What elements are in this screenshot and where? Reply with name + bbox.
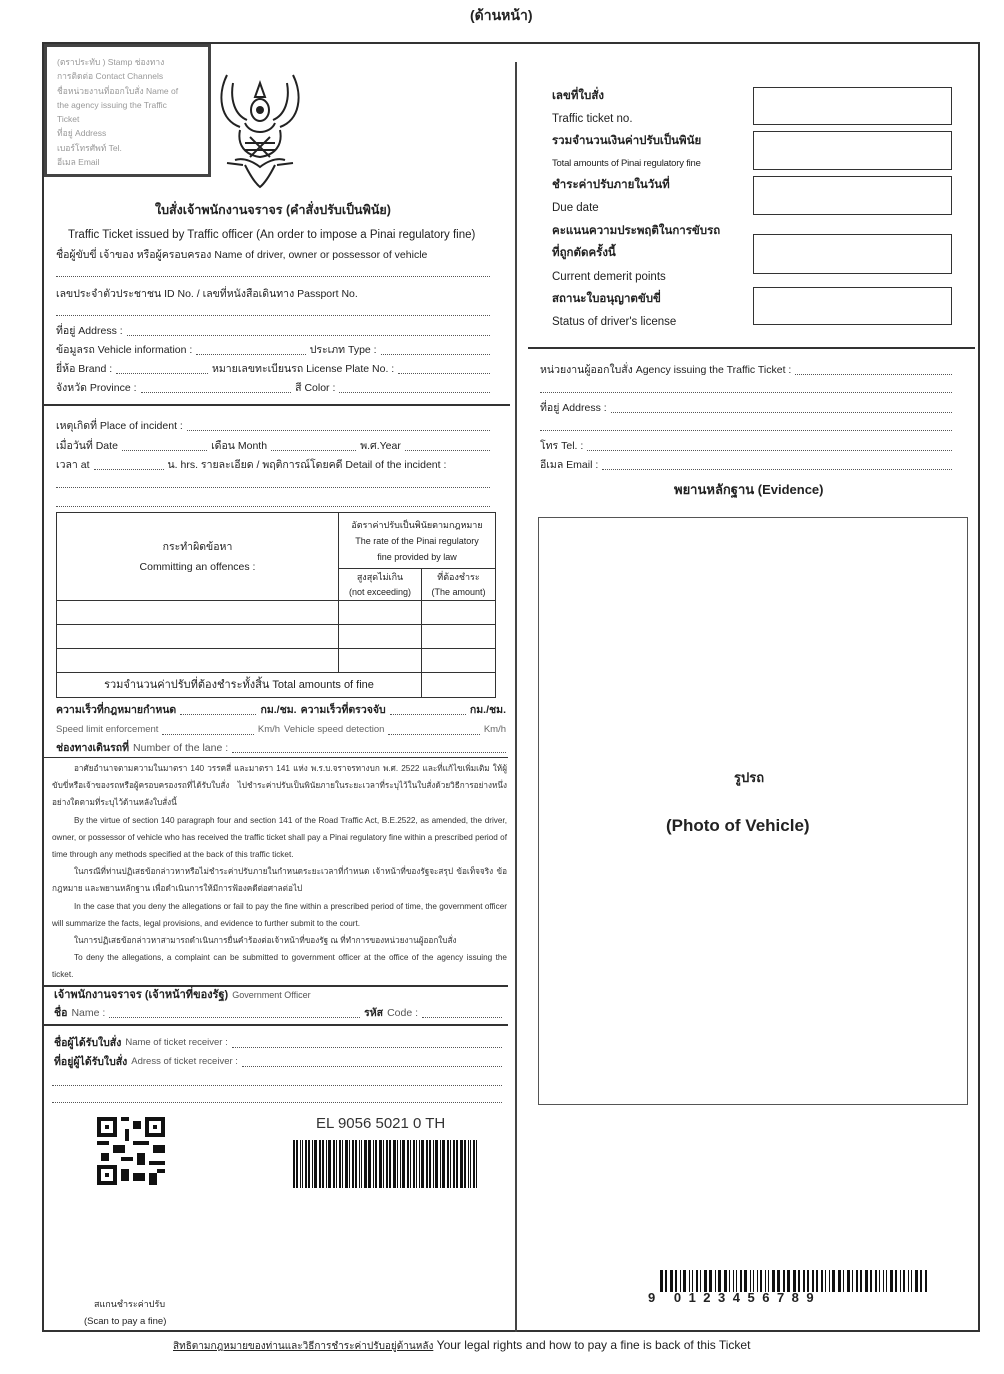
barcode-bar [870, 1270, 872, 1292]
barcode-bar [308, 1140, 310, 1188]
plate-label: หมายเลขทะเบียนรถ License Plate No. : [211, 363, 395, 375]
amount-header [422, 569, 496, 601]
place-row [56, 419, 490, 433]
officer-title-th: เจ้าพนักงานจราจร (เจ้าหน้าที่ของรัฐ) [54, 989, 229, 1001]
type-field[interactable] [381, 345, 490, 355]
due-date-field[interactable] [753, 176, 952, 215]
lane-label-en: Number of the lane : [133, 742, 229, 754]
due-date-label-th: ชำระค่าปรับภายในวันที่ [552, 179, 670, 191]
barcode-bar [895, 1270, 897, 1292]
agency-row [540, 363, 952, 377]
section-rule [528, 347, 975, 349]
legal-paragraph: อาศัยอำนาจตามความในมาตรา 140 วรรคสี่ และมาตรา 141 แห่ง พ.ร.บ.จราจรทางบก พ.ศ. 2522 และที่แก้ไขเพิ่มเติม ให้ผู้ขับขี่หรือเจ้าของรถหรือผู้ครอบครองรถที่ได้รับใบสั่ง ไปชำระค่าปรับเป็นพินัยภายในระยะเวลาที่ระบุไว้ในใบสั่งด้วยวิธีการอย่างหนึ่งอย่างใดตามที่ระบุไว้ด้านหลังใบสั่งนี้ [52, 764, 507, 808]
officer-name-field[interactable] [109, 1008, 360, 1018]
barcode-bar [364, 1140, 367, 1188]
time-row [56, 458, 496, 472]
agency-field[interactable] [795, 365, 952, 375]
barcode-bar [296, 1140, 298, 1188]
stamp-line: ที่อยู่ Address [57, 128, 107, 139]
barcode-bar [925, 1270, 927, 1292]
barcode-bar [397, 1140, 398, 1188]
barcode-bar [375, 1140, 377, 1188]
barcode-bar [322, 1140, 324, 1188]
total-fine-label: รวมจำนวนค่าปรับที่ต้องชำระทั้งสิ้น Total amounts of fine [57, 673, 422, 698]
stamp-line: ชื่อหน่วยงานที่ออกใบสั่ง Name of [57, 85, 179, 96]
barcode-bar [920, 1270, 922, 1292]
barcode-bar [908, 1270, 909, 1292]
barcode-bar [400, 1140, 401, 1188]
barcode-bar [426, 1140, 428, 1188]
scan-label-en: (Scan to pay a fine) [84, 1316, 167, 1327]
receiver-address-field[interactable] [242, 1057, 502, 1067]
email-row [540, 458, 952, 472]
barcode-bar [476, 1140, 477, 1188]
receiver-address-en: Adress of ticket receiver : [131, 1056, 238, 1067]
barcode-bar [787, 1270, 790, 1292]
section-rule [44, 985, 508, 987]
garuda-emblem-icon [215, 65, 305, 190]
address-label: ที่อยู่ Address : [56, 325, 123, 337]
speed-unit-en: Km/h [257, 724, 281, 735]
barcode-bar [293, 1140, 295, 1188]
officer-code-en: Code : [387, 1007, 418, 1019]
barcode-bar [665, 1270, 667, 1292]
officer-title-row [54, 988, 504, 1002]
barcode-bar [383, 1140, 384, 1188]
type-label: ประเภท Type : [309, 344, 377, 356]
rate-header [339, 513, 496, 569]
legal-notice [52, 760, 507, 984]
color-field[interactable] [339, 383, 490, 393]
barcode-number: 9 0123456789 [648, 1290, 822, 1305]
rate-header-en-2: fine provided by law [377, 551, 457, 562]
time-label: เวลา at [56, 459, 90, 471]
barcode-bar [450, 1140, 451, 1188]
agency-field-2[interactable] [540, 392, 952, 393]
province-field[interactable] [141, 383, 292, 393]
barcode-bar [410, 1140, 411, 1188]
month-label: เดือน Month [211, 440, 268, 452]
section-rule [44, 757, 508, 758]
barcode-bar [336, 1140, 337, 1188]
barcode-bar [750, 1270, 751, 1292]
agency-address-field-2[interactable] [540, 430, 952, 431]
total-fine-label-en: Total amounts of Pinai regulatory fine [552, 158, 701, 169]
barcode-bar [911, 1270, 912, 1292]
barcode-bar [468, 1140, 469, 1188]
table-row[interactable] [57, 625, 496, 649]
agency-address-label: ที่อยู่ Address : [540, 402, 607, 414]
barcode-bar [886, 1270, 887, 1292]
barcode-bar [847, 1270, 850, 1292]
barcode-bar [389, 1140, 391, 1188]
barcode-bar [783, 1270, 785, 1292]
detail-field-1[interactable] [56, 487, 490, 488]
barcode-bar [442, 1140, 445, 1188]
rate-header-th: อัตราค่าปรับเป็นพินัยตามกฎหมาย [351, 519, 483, 530]
speed-detect-label-en: Vehicle speed detection [284, 724, 385, 735]
barcode-bar [435, 1140, 438, 1188]
page-side-label: (ด้านหน้า) [470, 7, 533, 23]
barcode-bar [402, 1140, 405, 1188]
barcode-bar [772, 1270, 775, 1292]
agency-address-row [540, 401, 952, 415]
barcode-bar [718, 1270, 721, 1292]
barcode-bar [407, 1140, 409, 1188]
date-label: เมื่อวันที่ Date [56, 440, 118, 452]
vehicle-field[interactable] [196, 345, 305, 355]
barcode-bar [361, 1140, 362, 1188]
barcode-bar [670, 1270, 673, 1292]
barcode-bar [416, 1140, 417, 1188]
barcode-bar [675, 1270, 677, 1292]
barcode-bar [803, 1270, 805, 1292]
speed-limit-field-en[interactable] [162, 725, 253, 735]
due-date-label-en: Due date [552, 202, 599, 214]
demerit-label-th: คะแนนความประพฤติในการขับรถ [552, 225, 721, 237]
barcode-bar [345, 1140, 348, 1188]
evidence-title: พยานหลักฐาน (Evidence) [674, 482, 824, 497]
barcode-bar [470, 1140, 471, 1188]
barcode-bar [832, 1270, 835, 1292]
barcode-bar [440, 1140, 441, 1188]
barcode-bar [715, 1270, 716, 1292]
date-row [56, 439, 490, 453]
barcode-bar [744, 1270, 747, 1292]
barcode-bar [379, 1140, 382, 1188]
barcode-bar [757, 1270, 758, 1292]
barcode-bar [314, 1140, 317, 1188]
speed-limit-field[interactable] [180, 705, 256, 715]
demerit-label-th-2: ที่ถูกตัดครั้งนี้ [552, 247, 616, 259]
driver-name-label: ชื่อผู้ขับขี่ เจ้าของ หรือผู้ครอบครอง Name of driver, owner or possessor of vehicle [56, 249, 428, 261]
province-label: จังหวัด Province : [56, 382, 137, 394]
date-field[interactable] [122, 441, 207, 451]
officer-name-th: ชื่อ [54, 1007, 68, 1019]
province-row [56, 381, 490, 395]
plate-field[interactable] [398, 364, 490, 374]
detail-field-2[interactable] [56, 506, 490, 507]
barcode-bar [838, 1270, 841, 1292]
agency-address-field[interactable] [611, 403, 952, 413]
lane-row [56, 741, 506, 755]
barcode-bar [456, 1140, 458, 1188]
barcode-bar [821, 1270, 823, 1292]
receiver-address-th: ที่อยู่ผู้ได้รับใบสั่ง [54, 1056, 128, 1068]
barcode-bar [692, 1270, 693, 1292]
demerit-label-en: Current demerit points [552, 271, 666, 283]
barcode-bar [393, 1140, 396, 1188]
barcode-bar [883, 1270, 884, 1292]
barcode-bar [812, 1270, 814, 1292]
speed-detect-label-th: ความเร็วที่ตรวจจับ [300, 704, 386, 716]
ticket-no-label-th: เลขที่ใบสั่ง [552, 90, 604, 102]
address-field[interactable] [127, 326, 490, 336]
receiver-name-field[interactable] [232, 1038, 502, 1048]
barcode-bar [660, 1270, 663, 1292]
vehicle-photo-box[interactable] [538, 517, 968, 1105]
offence-header-th: กระทำผิดข้อหา [162, 540, 233, 553]
tracking-number: EL 9056 5021 0 TH [316, 1115, 446, 1132]
id-field[interactable] [56, 315, 490, 316]
barcode-bar [825, 1270, 826, 1292]
photo-label-th: รูปรถ [734, 770, 765, 785]
barcode-bar [856, 1270, 858, 1292]
speed-unit-th-2: กม./ชม. [469, 704, 506, 716]
officer-title-en: Government Officer [232, 990, 311, 1000]
barcode-bar [433, 1140, 434, 1188]
barcode-bar [696, 1270, 698, 1292]
table-row[interactable] [57, 601, 496, 625]
officer-code-th: รหัส [364, 1007, 384, 1019]
barcode-bar [429, 1140, 431, 1188]
photo-label-en: (Photo of Vehicle) [666, 816, 810, 835]
barcode-bar [777, 1270, 780, 1292]
title-thai: ใบสั่งเจ้าพนักงานจราจร (คำสั่งปรับเป็นพินัย) [155, 203, 391, 217]
barcode-bar [333, 1140, 335, 1188]
vehicle-row [56, 343, 490, 357]
barcode-bar [865, 1270, 868, 1292]
receiver-name-row [54, 1036, 502, 1050]
demerit-field[interactable] [753, 234, 952, 274]
year-field[interactable] [405, 441, 490, 451]
amount-header-en: (The amount) [431, 586, 486, 597]
amount-header-th: ที่ต้องชำระ [437, 571, 480, 582]
legal-paragraph: ในการปฏิเสธข้อกล่าวหาสามารถดำเนินการยื่นคำร้องต่อเจ้าหน้าที่ของรัฐ ณ ที่ทำการของหน่วยงานผู้ออกใบสั่ง [74, 936, 457, 946]
lane-label-th: ช่องทางเดินรถที่ [56, 742, 130, 754]
barcode-bar [736, 1270, 737, 1292]
barcode-bar [768, 1270, 769, 1292]
receiver-address-row [54, 1055, 502, 1069]
title-english: Traffic Ticket issued by Traffic officer (An order to impose a Pinai regulatory fine) [68, 229, 476, 241]
barcode-bar [709, 1270, 712, 1292]
barcode-bar [843, 1270, 844, 1292]
stamp-line: การติดต่อ Contact Channels [57, 71, 164, 82]
barcode-bar [704, 1270, 707, 1292]
time-field[interactable] [94, 460, 164, 470]
max-header-en: (not exceeding) [348, 586, 412, 597]
legal-paragraph: ในกรณีที่ท่านปฏิเสธข้อกล่าวหาหรือไม่ชำระค่าปรับภายในกำหนดระยะเวลาที่กำหนด เจ้าหน้าที่ของรัฐจะสรุป ข้อเท็จจริง ข้อกฎหมาย และพยานหลักฐาน เพื่อดำเนินการให้มีการฟ้องคดีต่อศาลต่อไป [52, 867, 507, 894]
email-field[interactable] [602, 460, 952, 470]
barcode-bar [460, 1140, 463, 1188]
receiver-name-th: ชื่อผู้ได้รับใบสั่ง [54, 1037, 122, 1049]
place-field[interactable] [187, 421, 490, 431]
barcode-bar [807, 1270, 809, 1292]
license-status-label-en: Status of driver's license [552, 316, 677, 328]
barcode-bar [300, 1140, 301, 1188]
legal-paragraph: In the case that you deny the allegations or fail to pay the fine within a prescribed period of time, the government officer will summarize the facts, legal provisions, and evidence to further submit to the court. [52, 901, 507, 928]
agency-label: หน่วยงานผู้ออกใบสั่ง Agency issuing the Traffic Ticket : [540, 364, 792, 376]
stamp-line: อีเมล Email [57, 157, 100, 168]
barcode-bar [740, 1270, 742, 1292]
lane-field[interactable] [232, 743, 506, 753]
place-label: เหตุเกิดที่ Place of incident : [56, 420, 183, 432]
color-label: สี Color : [295, 382, 336, 394]
barcode-bar [373, 1140, 374, 1188]
id-label: เลขประจำตัวประชาชน ID No. / เลขที่หนังสือเดินทาง Passport No. [56, 288, 358, 300]
barcode-bar [302, 1140, 303, 1188]
stamp-box [44, 44, 211, 177]
total-fine-field[interactable] [422, 673, 496, 698]
stamp-line: the agency issuing the Traffic [57, 99, 167, 110]
ticket-no-label-en: Traffic ticket no. [552, 113, 633, 125]
barcode-bar [419, 1140, 420, 1188]
barcode-bar [339, 1140, 341, 1188]
barcode-bar [312, 1140, 313, 1188]
total-fine-right-field[interactable] [753, 131, 952, 170]
barcode-bar [700, 1270, 701, 1292]
barcode-bar [689, 1270, 690, 1292]
barcode-bar [473, 1140, 475, 1188]
receiver-name-en: Name of ticket receiver : [125, 1037, 228, 1048]
footer-note [173, 1337, 750, 1355]
barcode-bar [680, 1270, 681, 1292]
barcode-bar [368, 1140, 371, 1188]
hours-detail-label: น. hrs. รายละเอียด / พฤติการณ์โดยคดี Detail of the incident : [167, 459, 447, 471]
speed-unit-en-2: Km/h [483, 724, 506, 735]
section-rule [44, 1024, 508, 1026]
qr-code-icon[interactable] [97, 1117, 165, 1185]
stamp-line: Ticket [57, 114, 80, 125]
offence-header-en: Committing an offences : [139, 560, 256, 573]
barcode-bar [879, 1270, 880, 1292]
footer-note-th: สิทธิตามกฎหมายของท่านและวิธีการชำระค่าปรับอยู่ด้านหลัง [173, 1341, 434, 1352]
stamp-line: (ตราประทับ ) Stamp ช่องทาง [57, 57, 165, 67]
document-barcode-icon [660, 1270, 933, 1292]
footer-note-en: Your legal rights and how to pay a fine is back of this Ticket [436, 1338, 751, 1352]
table-row[interactable] [57, 649, 496, 673]
barcode-bar [319, 1140, 321, 1188]
barcode-bar [875, 1270, 877, 1292]
barcode-bar [305, 1140, 307, 1188]
officer-code-field[interactable] [422, 1008, 502, 1018]
offence-header [57, 513, 339, 601]
barcode-bar [798, 1270, 800, 1292]
section-rule [44, 404, 510, 406]
brand-row [56, 362, 490, 376]
license-status-field[interactable] [753, 287, 952, 325]
speed-limit-label-th: ความเร็วที่กฎหมายกำหนด [56, 704, 177, 716]
barcode-bar [464, 1140, 466, 1188]
vehicle-label: ข้อมูลรถ Vehicle information : [56, 344, 193, 356]
barcode-bar [352, 1140, 354, 1188]
speed-limit-label-en: Speed limit enforcement [56, 724, 159, 735]
ticket-no-field[interactable] [753, 87, 952, 125]
column-divider [515, 62, 517, 1332]
tracking-barcode-icon [293, 1140, 483, 1188]
scan-label-th: สแกนชำระค่าปรับ [94, 1299, 166, 1309]
speed-detect-field-en[interactable] [388, 725, 479, 735]
barcode-bar [453, 1140, 455, 1188]
total-fine-label-th: รวมจำนวนเงินค่าปรับเป็นพินัย [552, 135, 702, 147]
barcode-bar [447, 1140, 449, 1188]
barcode-bar [816, 1270, 818, 1292]
barcode-bar [860, 1270, 862, 1292]
barcode-bar [421, 1140, 424, 1188]
legal-paragraph: To deny the allegations, a complaint can be submitted to government officer at the office of the agency issuing the ticket. [52, 953, 507, 980]
barcode-bar [852, 1270, 853, 1292]
max-header [339, 569, 422, 601]
tel-label: โทร Tel. : [540, 440, 584, 452]
brand-field[interactable] [116, 364, 208, 374]
barcode-bar [729, 1270, 730, 1292]
barcode-bar [829, 1270, 830, 1292]
receiver-address-field-2[interactable] [52, 1085, 502, 1086]
address-row [56, 324, 490, 338]
tel-row [540, 439, 952, 453]
barcode-bar [915, 1270, 918, 1292]
barcode-bar [359, 1140, 360, 1188]
barcode-bar [683, 1270, 686, 1292]
barcode-bar [753, 1270, 754, 1292]
barcode-bar [342, 1140, 343, 1188]
speed-row-th [56, 703, 506, 717]
barcode-bar [349, 1140, 350, 1188]
barcode-bar [733, 1270, 734, 1292]
year-label: พ.ศ.Year [360, 440, 401, 452]
legal-paragraph: By the virtue of section 140 paragraph four and section 141 of the Road Traffic Act, B.E.2522, as amended, the driver, owner, or possessor of vehicle who has received the traffic ticket shall pay a Pinai regulatory fine within a prescribed period of time through any methods specified at the back of this traffic ticket. [52, 815, 507, 860]
speed-unit-th: กม./ชม. [260, 704, 297, 716]
barcode-bar [900, 1270, 901, 1292]
speed-detect-field[interactable] [390, 705, 466, 715]
driver-name-field[interactable] [56, 276, 490, 277]
barcode-bar [413, 1140, 415, 1188]
barcode-bar [890, 1270, 893, 1292]
barcode-bar [355, 1140, 357, 1188]
brand-label: ยี่ห้อ Brand : [56, 363, 113, 375]
barcode-bar [765, 1270, 766, 1292]
barcode-bar [386, 1140, 388, 1188]
speed-row-en [56, 723, 506, 737]
receiver-address-field-3[interactable] [52, 1102, 502, 1103]
license-status-label-th: สถานะใบอนุญาตขับขี่ [552, 293, 661, 305]
rate-header-en-1: The rate of the Pinai regulatory [355, 535, 479, 546]
stamp-line: เบอร์โทรศัพท์ Tel. [57, 142, 122, 153]
offence-table [56, 512, 496, 698]
barcode-bar [328, 1140, 331, 1188]
barcode-bar [760, 1270, 762, 1292]
tel-field[interactable] [587, 441, 952, 451]
max-header-th: สูงสุดไม่เกิน [356, 571, 404, 582]
officer-name-row [54, 1006, 502, 1020]
email-label: อีเมล Email : [540, 459, 599, 471]
barcode-bar [793, 1270, 796, 1292]
barcode-bar [326, 1140, 327, 1188]
officer-name-en: Name : [71, 1007, 106, 1019]
barcode-bar [903, 1270, 905, 1292]
barcode-bar [724, 1270, 727, 1292]
month-field[interactable] [271, 441, 356, 451]
